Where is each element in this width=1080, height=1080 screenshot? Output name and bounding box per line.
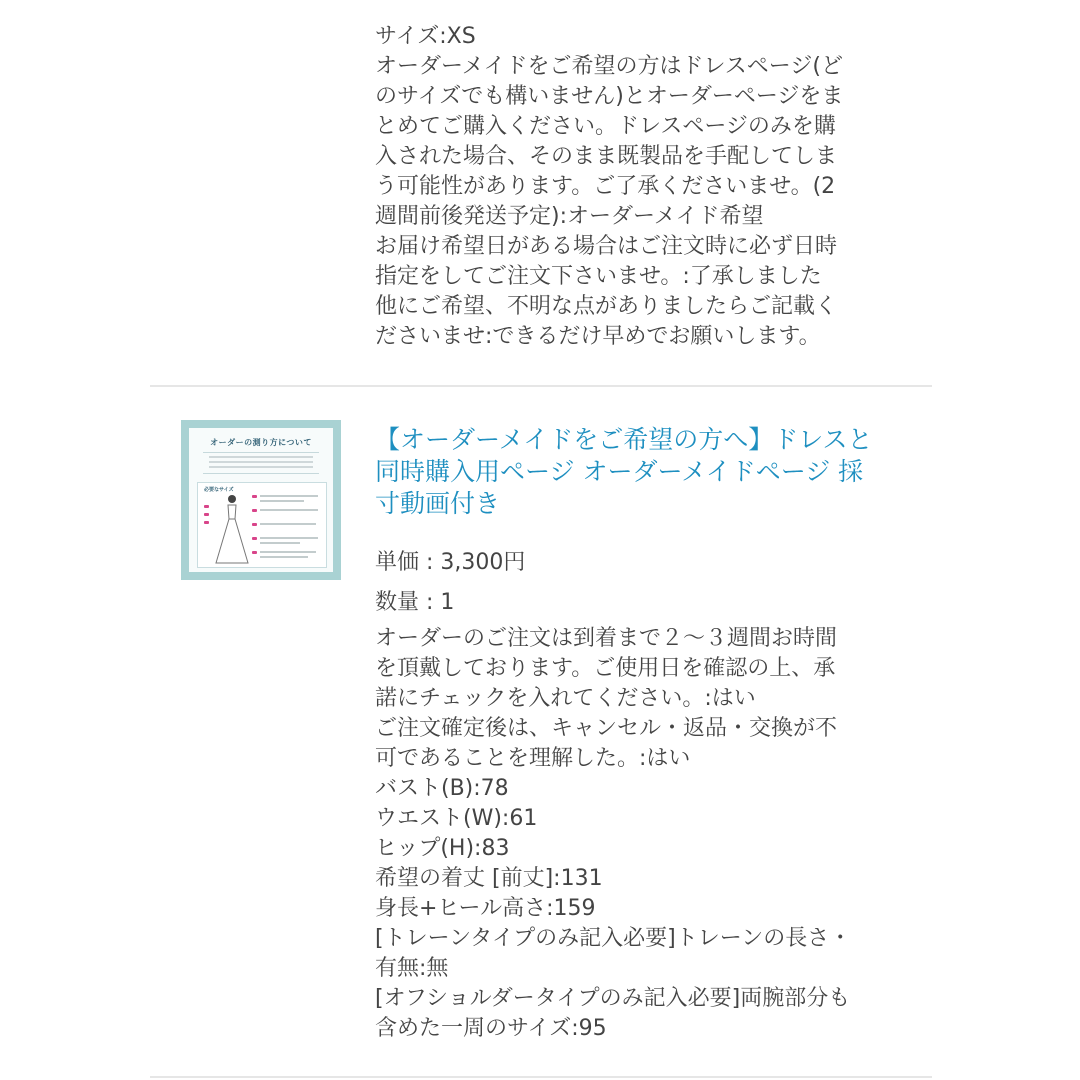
- detail-line: お届け希望日がある場合はご注文時に必ず日時: [375, 234, 838, 259]
- item-options: [375, 624, 895, 1044]
- thumbnail-card: [189, 428, 333, 572]
- detail-line: 入された場合、そのまま既製品を手配してしま: [375, 144, 838, 169]
- item-divider: [150, 1076, 932, 1078]
- option-line: バスト(B):78: [375, 776, 509, 801]
- detail-line: ださいませ:できるだけ早めでお願いします。: [375, 324, 821, 349]
- detail-line: 他にご希望、不明な点がありましたらご記載く: [375, 294, 838, 319]
- option-line: 身長+ヒール高さ:159: [375, 896, 596, 921]
- marker-icon: [204, 521, 209, 524]
- thumbnail-panel: [197, 482, 327, 568]
- detail-line: とめてご購入ください。ドレスページのみを購: [375, 114, 836, 139]
- item-divider: [150, 385, 932, 387]
- marker-icon: [252, 551, 257, 554]
- title-line: 同時購入用ページ オーダーメイドページ 採: [375, 457, 864, 486]
- marker-icon: [204, 513, 209, 516]
- option-line: 諾にチェックを入れてください。:はい: [375, 686, 756, 711]
- text-placeholder: [260, 537, 318, 539]
- option-line: ヒップ(H):83: [375, 836, 510, 861]
- option-line: オーダーのご注文は到着まで２〜３週間お時間: [375, 626, 838, 651]
- detail-line: う可能性があります。ご了承くださいませ。(2: [375, 174, 836, 199]
- thumbnail-intro: [203, 452, 319, 474]
- marker-icon: [252, 523, 257, 526]
- unit-price: 単価 : 3,300円: [375, 550, 526, 575]
- marker-icon: [252, 509, 257, 512]
- detail-line: 週間前後発送予定):オーダーメイド希望: [375, 204, 764, 229]
- option-line: 含めた一周のサイズ:95: [375, 1016, 607, 1041]
- option-line: 希望の着丈 [前丈]:131: [375, 866, 603, 891]
- detail-line: オーダーメイドをご希望の方はドレスページ(ど: [375, 54, 843, 79]
- thumbnail-title: オーダーの測り方について: [210, 438, 312, 447]
- text-placeholder: [260, 500, 304, 502]
- marker-icon: [204, 505, 209, 508]
- quantity: 数量 : 1: [375, 590, 455, 615]
- text-placeholder: [260, 509, 318, 511]
- option-line: ご注文確定後は、キャンセル・返品・交換が不: [375, 716, 838, 741]
- detail-line: のサイズでも構いません)とオーダーページをま: [375, 84, 844, 109]
- product-title-link[interactable]: [375, 424, 895, 520]
- dress-icon: [212, 493, 252, 565]
- text-placeholder: [260, 523, 316, 525]
- option-line: [オフショルダータイプのみ記入必要]両腕部分も: [375, 986, 851, 1011]
- text-placeholder: [260, 556, 308, 558]
- option-line: ウエスト(W):61: [375, 806, 538, 831]
- detail-line: サイズ:XS: [375, 24, 476, 49]
- option-line: 有無:無: [375, 956, 449, 981]
- option-line: 可であることを理解した。:はい: [375, 746, 691, 771]
- text-placeholder: [260, 495, 318, 497]
- text-placeholder: [260, 542, 300, 544]
- previous-item-details: [375, 22, 895, 352]
- marker-icon: [252, 537, 257, 540]
- option-line: [トレーンタイプのみ記入必要]トレーンの長さ・: [375, 926, 852, 951]
- text-placeholder: [260, 551, 316, 553]
- title-line: 【オーダーメイドをご希望の方へ】ドレスと: [375, 425, 873, 454]
- thumbnail-section-label: 必要なサイズ: [204, 487, 234, 493]
- product-thumbnail[interactable]: [181, 420, 341, 580]
- marker-icon: [252, 495, 257, 498]
- title-line: 寸動画付き: [375, 489, 501, 518]
- option-line: を頂戴しております。ご使用日を確認の上、承: [375, 656, 836, 681]
- detail-line: 指定をしてご注文下さいませ。:了承しました: [375, 264, 822, 289]
